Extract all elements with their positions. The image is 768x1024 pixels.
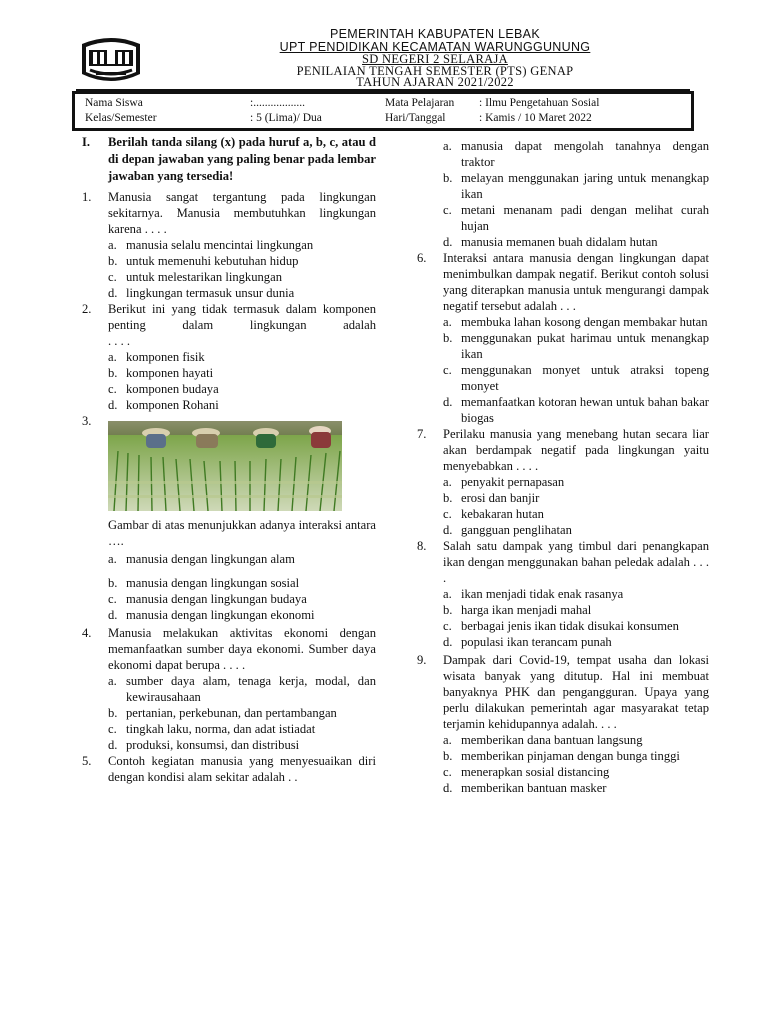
option-5d[interactable]: d. manusia memanen buah didalam hutan (443, 235, 658, 249)
question-number: 4. (82, 626, 92, 640)
question-3 (82, 413, 376, 428)
option-6d[interactable]: d. memanfaatkan kotoran hewan untuk bahan bakar biogas (443, 395, 709, 425)
question-6 (417, 250, 709, 314)
subject-label: Mata Pelajaran (385, 97, 455, 109)
instruction-text: Berilah tanda silang (x) pada huruf a, b, c, atau d di depan jawaban yang paling benar pada lembar jawaban yang tersedia! (108, 135, 376, 183)
option-4a[interactable]: a. sumber daya alam, tenaga kerja, modal, dan kewirausahaan (108, 674, 376, 704)
option-7c[interactable]: c. kebakaran hutan (443, 507, 544, 521)
option-2c[interactable]: c. komponen budaya (108, 382, 219, 396)
option-1a[interactable]: a. manusia selalu mencintai lingkungan (108, 238, 314, 252)
option-1c[interactable]: c. untuk melestarikan lingkungan (108, 270, 282, 284)
date-label: Hari/Tanggal (385, 112, 446, 124)
header-school: SD NEGERI 2 SELARAJA (362, 52, 508, 66)
header-government: PEMERINTAH KABUPATEN LEBAK (330, 27, 540, 41)
header-year: TAHUN AJARAN 2021/2022 (356, 75, 514, 89)
option-8b[interactable]: b. harga ikan menjadi mahal (443, 603, 592, 617)
question-2-dots: . . . . (108, 334, 131, 348)
option-9c[interactable]: c. menerapkan sosial distancing (443, 765, 610, 779)
left-column (82, 134, 376, 785)
option-4c[interactable]: c. tingkah laku, norma, dan adat istiadat (108, 722, 316, 736)
question-4 (82, 625, 376, 673)
question-number: 6. (417, 251, 427, 265)
option-4b[interactable]: b. pertanian, perkebunan, dan pertambangan (108, 706, 337, 720)
question-9 (417, 652, 709, 732)
option-4d[interactable]: d. produksi, konsumsi, dan distribusi (108, 738, 300, 752)
instruction (82, 134, 376, 185)
option-1b[interactable]: b. untuk memenuhi kebutuhan hidup (108, 254, 299, 268)
option-5a[interactable]: a. manusia dapat mengolah tanahnya dengan traktor (443, 139, 709, 169)
name-label: Nama Siswa (85, 97, 143, 109)
question-number: 2. (82, 302, 92, 316)
subject-value: : Ilmu Pengetahuan Sosial (479, 97, 600, 109)
option-6a[interactable]: a. membuka lahan kosong dengan membakar hutan (443, 315, 708, 329)
option-7b[interactable]: b. erosi dan banjir (443, 491, 540, 505)
option-9a[interactable]: a. memberikan dana bantuan langsung (443, 733, 643, 747)
question-3-text (82, 517, 376, 549)
option-8c[interactable]: c. berbagai jenis ikan tidak disukai konsumen (443, 619, 679, 633)
option-8a[interactable]: a. ikan menjadi tidak enak rasanya (443, 587, 624, 601)
name-value: :.................. (250, 97, 305, 109)
right-column (417, 138, 709, 796)
option-6c[interactable]: c. menggunakan monyet untuk atraksi topeng monyet (443, 363, 709, 393)
question-text: Perilaku manusia yang menebang hutan secara liar akan berdampak negatif pada lingkungan yaitu menyebabkan . . . . (443, 427, 709, 473)
header-upt: UPT PENDIDIKAN KECAMATAN WARUNGGUNUNG (279, 40, 591, 54)
option-7a[interactable]: a. penyakit pernapasan (443, 475, 565, 489)
question-text: Dampak dari Covid-19, tempat usaha dan lokasi wisata banyak yang ditutup. Hal ini membuat banyaknya PHK dan pengangguran. Upaya yang perlu dilakukan pemerintah agar masyarakat tetap terjamin kehidupannya adalah. . . . (443, 653, 709, 731)
question-number: 3. (82, 414, 92, 428)
question-5 (82, 753, 376, 785)
class-value: : 5 (Lima)/ Dua (250, 112, 322, 124)
question-number: 5. (82, 754, 92, 768)
header-exam: PENILAIAN TENGAH SEMESTER (PTS) GENAP (296, 64, 574, 78)
option-1d[interactable]: d. lingkungan termasuk unsur dunia (108, 286, 295, 300)
question-7 (417, 426, 709, 474)
option-2b[interactable]: b. komponen hayati (108, 366, 214, 380)
option-5b[interactable]: b. melayan menggunakan jaring untuk menangkap ikan (443, 171, 709, 201)
question-text: Contoh kegiatan manusia yang menyesuaikan diri dengan kondisi alam sekitar adalah . . (108, 754, 376, 784)
school-emblem-icon (78, 34, 144, 86)
instruction-number: I. (82, 135, 91, 149)
option-9d[interactable]: d. memberikan bantuan masker (443, 781, 607, 795)
question-8 (417, 538, 709, 586)
question-text: Gambar di atas menunjukkan adanya interaksi antara …. (108, 518, 376, 548)
class-label: Kelas/Semester (85, 112, 157, 124)
question-text: Manusia sangat tergantung pada lingkungan sekitarnya. Manusia membutuhkan lingkungan karena . . . . (108, 190, 376, 236)
question-text: Berikut ini yang tidak termasuk dalam komponen penting dalam lingkungan adalah (108, 302, 376, 332)
option-3b[interactable]: b. manusia dengan lingkungan sosial (108, 576, 300, 590)
question-number: 8. (417, 539, 427, 553)
option-5c[interactable]: c. metani menanam padi dengan melihat curah hujan (443, 203, 709, 233)
option-7d[interactable]: d. gangguan penglihatan (443, 523, 572, 537)
question-number: 9. (417, 653, 427, 667)
option-2a[interactable]: a. komponen fisik (108, 350, 205, 364)
question-number: 7. (417, 427, 427, 441)
question-1 (82, 189, 376, 237)
option-3d[interactable]: d. manusia dengan lingkungan ekonomi (108, 608, 315, 622)
option-8d[interactable]: d. populasi ikan terancam punah (443, 635, 612, 649)
option-6b[interactable]: b. menggunakan pukat harimau untuk menangkap ikan (443, 331, 709, 361)
question-2 (82, 301, 376, 333)
student-info-box (72, 91, 694, 131)
rice-field-planting-photo (108, 421, 342, 511)
option-9b[interactable]: b. memberikan pinjaman dengan bunga tinggi (443, 749, 680, 763)
question-text: Salah satu dampak yang timbul dari penangkapan ikan dengan menggunakan bahan peledak adalah . . . . (443, 539, 709, 585)
option-2d[interactable]: d. komponen Rohani (108, 398, 219, 412)
option-3a[interactable]: a. manusia dengan lingkungan alam (108, 552, 295, 566)
question-text: Manusia melakukan aktivitas ekonomi dengan memanfaatkan sumber daya ekonomi. Sumber daya ekonomi dapat berupa . . . . (108, 626, 376, 672)
date-value: : Kamis / 10 Maret 2022 (479, 112, 592, 124)
question-text: Interaksi antara manusia dengan lingkungan dapat menimbulkan dampak negatif. Berikut contoh solusi yang diterapkan manusia untuk mengurangi dampak negatif tersebut adalah . . . (443, 251, 709, 313)
option-3c[interactable]: c. manusia dengan lingkungan budaya (108, 592, 307, 606)
question-number: 1. (82, 190, 92, 204)
